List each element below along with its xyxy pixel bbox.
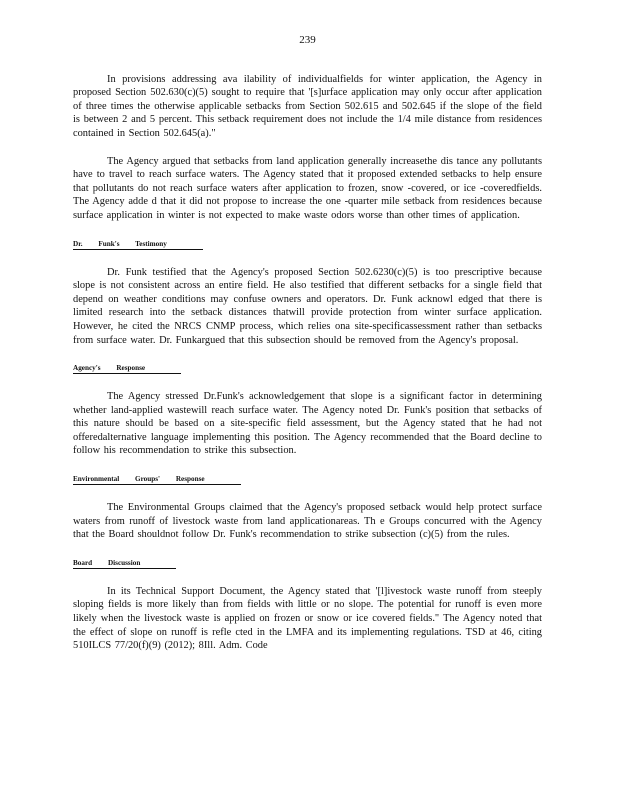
heading-dr-funk-testimony: Dr. Funk's Testimony — [73, 240, 203, 250]
heading-board-discussion: Board Discussion — [73, 559, 176, 569]
paragraph-winter-setbacks: In provisions addressing ava ilability of individualfields for winter application, the Agency in proposed Section 502.630(c)(5) sought to require that '[s]urface application may only occur after application of three times the otherwise applicable setbacks from Section 502.615 and 502.645 if the slope of the field is between 2 and 5 percent. This setback requirement does not include the 1/4 mile distance from residences contained in Section 502.645(a)." — [73, 73, 542, 139]
paragraph-board-discussion: In its Technical Support Document, the Agency stated that '[l]ivestock waste runoff from steeply sloping fields is more likely than from fields with little or no slope. The potential for runoff is even more likely when the livestock waste is applied on frozen or snow or ice covered fields." The Agency noted that the effect of slope on runoff is refle cted in the LMFA and its implementing regulations. TSD at 46, citing 510ILCS 77/20(f)(9) (2012); 8Ill. Adm. Code — [73, 585, 542, 652]
page-number: 239 — [299, 34, 316, 46]
paragraph-agency-argument: The Agency argued that setbacks from land application generally increasethe dis tance any pollutants have to travel to reach surface waters. The Agency stated that it proposed extended setbacks to help ensure that pollutants do not reach surface waters after application to frozen, snow -covered, or ice -coveredfields. The Agency adde d that it did not propose to increase the one -quarter mile setback from residences because surface application in winter is not expected to make waste odors worse than other times of application. — [73, 155, 542, 221]
paragraph-dr-funk-testimony: Dr. Funk testified that the Agency's proposed Section 502.6230(c)(5) is too prescriptive because slope is not consistent across an entire field. He also testified that different setbacks for a single field that depend on weather conditions may confuse owners and operators. Dr. Funk acknowl edged that there is limited research into the setback distances thatwill provide protection from winter surface application. However, he cited the NRCS CNMP process, which relies ona site-specificassessment rather than setbacks from surface water. Dr. Funkargued that this subsection should be removed from the Agency's proposal. — [73, 266, 542, 346]
paragraph-agency-response: The Agency stressed Dr.Funk's acknowledgement that slope is a significant factor in determining whether land-applied wastewill reach surface water. The Agency noted Dr. Funk's position that setbacks of this nature should be based on a site-specific field assessment, but the Agency stated that he had not offeredalternative language implementing this position. The Agency recommended that the Board decline to follow his recommendation to strike this subsection. — [73, 391, 542, 457]
paragraph-environmental-groups-response: The Environmental Groups claimed that the Agency's proposed setback would help protect surface waters from runoff of livestock waste from land applicationareas. Th e Groups concurred with the Agency that the Board shouldnot follow Dr. Funk's recommendation to strike subsection (c)(5) from the rules. — [73, 502, 542, 541]
heading-agency-response: Agency's Response — [73, 364, 181, 374]
heading-environmental-groups-response: Environmental Groups' Response — [73, 475, 241, 485]
